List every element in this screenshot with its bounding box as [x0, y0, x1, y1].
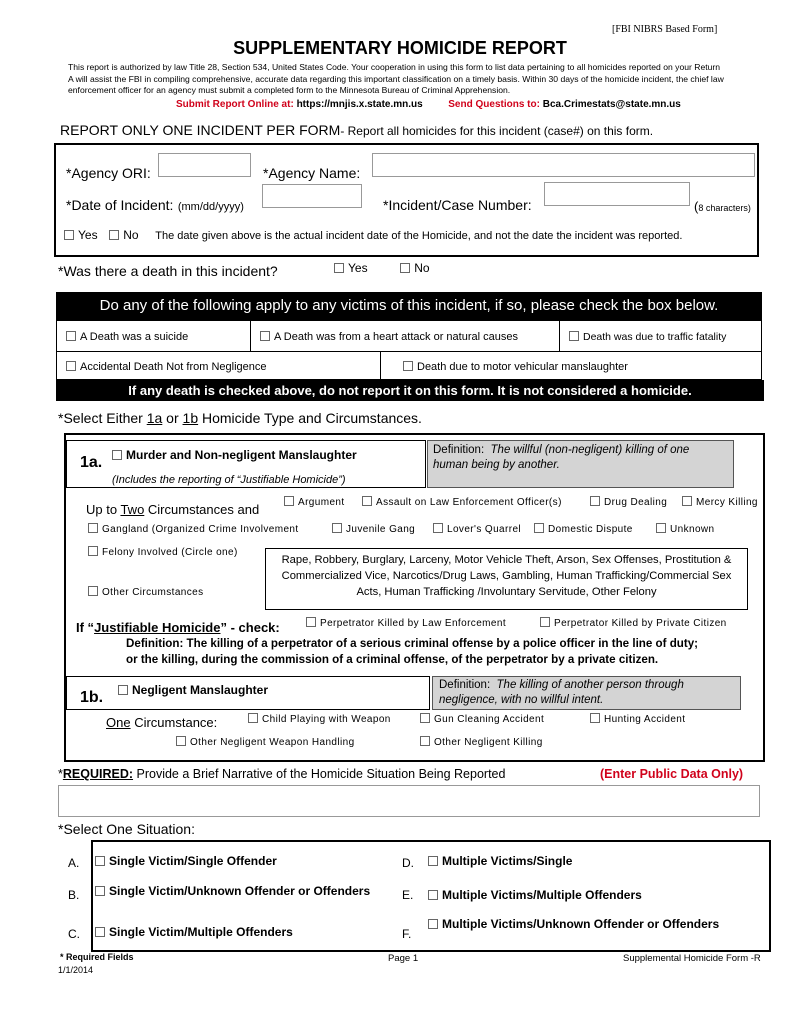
circ-other-killing: Other Negligent Killing [420, 736, 543, 748]
circ-gun: Gun Cleaning Accident [420, 713, 544, 725]
section-1b-number: 1b. [80, 689, 104, 706]
lovers-quarrel-checkbox[interactable] [433, 523, 443, 533]
killed-by-citizen-checkbox[interactable] [540, 617, 550, 627]
exclusion-accidental: Accidental Death Not from Negligence [66, 361, 266, 373]
motor-manslaughter-checkbox[interactable] [403, 361, 413, 371]
circ-gangland: Gangland (Organized Crime Involvement [88, 523, 299, 535]
circ-assault: Assault on Law Enforcement Officer(s) [362, 496, 562, 508]
exclusion-suicide: A Death was a suicide [66, 331, 188, 343]
exclusions-banner: Do any of the following apply to any victims of this incident, if so, please check the box below. [56, 292, 762, 320]
exclusion-motor: Death due to motor vehicular manslaughter [403, 361, 628, 373]
situation-f: Multiple Victims/Unknown Offender or Offenders [428, 917, 719, 931]
submit-line: Submit Report Online at: https://mnjis.x.state.mn.us Send Questions to: Bca.Crimestats@state.mn.us [176, 99, 681, 110]
page-number: Page 1 [388, 953, 419, 964]
exclusions-col-divider-1 [250, 320, 251, 351]
death-no-checkbox[interactable] [400, 263, 410, 273]
gangland-checkbox[interactable] [88, 523, 98, 533]
situation-f-letter: F. [402, 927, 412, 941]
required-fields-note: * Required Fields [60, 952, 134, 962]
situation-c-letter: C. [68, 927, 80, 941]
death-yes-checkbox[interactable] [334, 263, 344, 273]
negligent-checkbox[interactable] [118, 685, 128, 695]
drug-dealing-checkbox[interactable] [590, 496, 600, 506]
juvenile-gang-checkbox[interactable] [332, 523, 342, 533]
form-date: 1/1/2014 [58, 965, 94, 975]
circ-unknown: Unknown [656, 523, 715, 535]
justifiable-law: Perpetrator Killed by Law Enforcement [306, 617, 506, 629]
circ-other: Other Circumstances [88, 586, 204, 598]
agency-name-label: *Agency Name: [263, 165, 361, 181]
death-options: Yes No [334, 261, 430, 275]
situation-b-letter: B. [68, 888, 80, 902]
situation-c: Single Victim/Multiple Offenders [95, 925, 293, 939]
circ-argument: Argument [284, 496, 345, 508]
other-weapon-checkbox[interactable] [176, 736, 186, 746]
accidental-death-checkbox[interactable] [66, 361, 76, 371]
date-label: *Date of Incident: (mm/dd/yyyy) [66, 197, 244, 213]
situation-b: Single Victim/Unknown Offender or Offenders [95, 884, 370, 898]
exclusion-heart: A Death was from a heart attack or natural causes [260, 331, 518, 343]
section-1a-definition-text: Definition: The willful (non-negligent) killing of one human being by another. [433, 444, 690, 471]
justifiable-heading: If “Justifiable Homicide” - check: [76, 620, 280, 635]
suicide-checkbox[interactable] [66, 331, 76, 341]
killed-by-law-checkbox[interactable] [306, 617, 316, 627]
hunting-accident-checkbox[interactable] [590, 713, 600, 723]
case-note: (8 characters) [694, 199, 751, 214]
questions-email[interactable]: Bca.Crimestats@state.mn.us [542, 99, 681, 110]
felony-list[interactable]: Rape, Robbery, Burglary, Larceny, Motor Vehicle Theft, Arson, Sex Offenses, Prostitution & Commercialized Vice, Narcotics/Drug Laws, Gambling, Human Trafficking/Commercial Sex Acts, Human Trafficking /Involuntary Servitude, Other Felony [281, 554, 732, 598]
situation-b-checkbox[interactable] [95, 886, 105, 896]
domestic-dispute-checkbox[interactable] [534, 523, 544, 533]
date-confirm-no-checkbox[interactable] [109, 230, 119, 240]
justifiable-definition: Definition: The killing of a perpetrator of a serious criminal offense by a police officer in the line of duty; or the killing, during the commission of a criminal offense, of the perpetrator by a private citizen. [126, 637, 699, 666]
exclusions-divider [56, 351, 762, 352]
death-question: *Was there a death in this incident? [58, 263, 278, 279]
traffic-fatality-checkbox[interactable] [569, 331, 579, 341]
one-circumstance-heading: One Circumstance: [106, 715, 218, 730]
exclusion-traffic: Death was due to traffic fatality [569, 331, 726, 343]
exclusions-col-divider-3 [380, 351, 381, 380]
other-circumstances-checkbox[interactable] [88, 586, 98, 596]
narrative-label: *REQUIRED: Provide a Brief Narrative of the Homicide Situation Being Reported [58, 767, 506, 781]
unknown-checkbox[interactable] [656, 523, 666, 533]
exclusions-col-divider-2 [559, 320, 560, 351]
agency-ori-label: *Agency ORI: [66, 165, 151, 181]
circ-child: Child Playing with Weapon [248, 713, 391, 725]
section-1b-definition-text: Definition: The killing of another person through negligence, with no willful intent. [439, 679, 684, 706]
heart-attack-checkbox[interactable] [260, 331, 270, 341]
intro-text: This report is authorized by law Title 28, Section 534, United States Code. Your cooperation in using this form to list data pertaining to all homicides reported on your Return A will assist the FBI in compiling comprehensive, accurate data regarding this important classification on a timely basis. Within 30 days of the homicide incident, the chief law enforcement officer for an agency must submit a completed form to the Minnesota Bureau of Criminal Apprehension. [68, 62, 724, 95]
situation-d: Multiple Victims/Single [428, 854, 572, 868]
circ-mercy: Mercy Killing [682, 496, 758, 508]
agency-ori-input[interactable] [158, 153, 251, 177]
situation-a-letter: A. [68, 856, 80, 870]
date-input[interactable] [262, 184, 362, 208]
form-tag: [FBI NIBRS Based Form] [612, 24, 718, 35]
situation-d-letter: D. [402, 856, 414, 870]
situation-e-letter: E. [402, 888, 414, 902]
murder-option: Murder and Non-negligent Manslaughter [112, 448, 357, 462]
murder-checkbox[interactable] [112, 450, 122, 460]
case-number-input[interactable] [544, 182, 690, 206]
situation-c-checkbox[interactable] [95, 927, 105, 937]
page-title: SUPPLEMENTARY HOMICIDE REPORT [233, 38, 567, 58]
incident-heading: REPORT ONLY ONE INCIDENT PER FORM- Report all homicides for this incident (case#) on this form. [60, 122, 654, 138]
situation-a: Single Victim/Single Offender [95, 854, 277, 868]
form-name: Supplemental Homicide Form -R [623, 953, 761, 964]
narrative-input[interactable] [58, 785, 760, 817]
date-confirm-row: Yes No The date given above is the actual incident date of the Homicide, and not the date the incident was reported. [64, 228, 682, 242]
circ-drug: Drug Dealing [590, 496, 667, 508]
select-type-heading: *Select Either 1a or 1b Homicide Type and Circumstances. [58, 410, 422, 426]
agency-name-input[interactable] [372, 153, 755, 177]
gun-cleaning-checkbox[interactable] [420, 713, 430, 723]
circ-juvenile: Juvenile Gang [332, 523, 415, 535]
other-killing-checkbox[interactable] [420, 736, 430, 746]
circ-lovers: Lover's Quarrel [433, 523, 521, 535]
circumstances-heading: Up to Two Circumstances and [86, 502, 260, 517]
circ-felony: Felony Involved (Circle one) [88, 546, 238, 558]
justifiable-private: Perpetrator Killed by Private Citizen [540, 617, 727, 629]
situation-e-checkbox[interactable] [428, 890, 438, 900]
submit-url[interactable]: https://mnjis.x.state.mn.us [296, 99, 423, 110]
public-data-note: (Enter Public Data Only) [600, 767, 744, 781]
situation-heading: *Select One Situation: [58, 821, 195, 837]
case-number-label: *Incident/Case Number: [383, 197, 532, 213]
circ-other-weapon: Other Negligent Weapon Handling [176, 736, 355, 748]
circ-hunting: Hunting Accident [590, 713, 685, 725]
exclusions-warning: If any death is checked above, do not report it on this form. It is not considered a homicide. [56, 380, 764, 401]
felony-checkbox[interactable] [88, 546, 98, 556]
situation-f-checkbox[interactable] [428, 919, 438, 929]
situation-d-checkbox[interactable] [428, 856, 438, 866]
situation-a-checkbox[interactable] [95, 856, 105, 866]
argument-checkbox[interactable] [284, 496, 294, 506]
negligent-option: Negligent Manslaughter [118, 683, 268, 697]
assault-officer-checkbox[interactable] [362, 496, 372, 506]
section-1a-includes: (Includes the reporting of “Justifiable Homicide”) [112, 474, 346, 486]
mercy-killing-checkbox[interactable] [682, 496, 692, 506]
section-1a-number: 1a. [80, 454, 103, 471]
child-playing-checkbox[interactable] [248, 713, 258, 723]
date-confirm-yes-checkbox[interactable] [64, 230, 74, 240]
situation-e: Multiple Victims/Multiple Offenders [428, 888, 642, 902]
circ-domestic: Domestic Dispute [534, 523, 633, 535]
